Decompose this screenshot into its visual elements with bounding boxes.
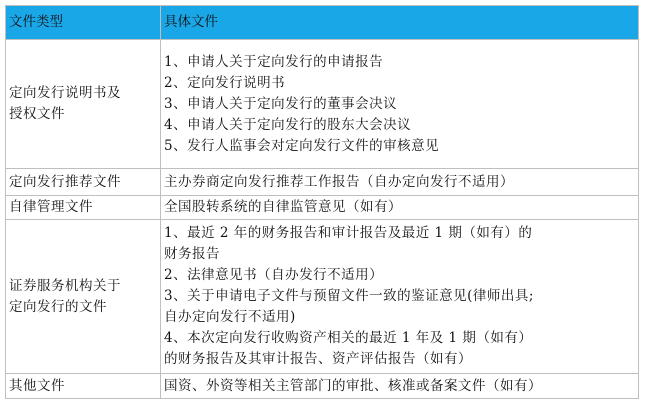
- file-type-text: 自律管理文件: [9, 199, 93, 215]
- header-file-type: 文件类型: [6, 6, 161, 40]
- file-type-text: 定向发行的文件: [9, 298, 107, 315]
- file-type-text: 授权文件: [9, 106, 65, 122]
- file-item: 全国股转系统的自律监管意见（如有）: [164, 199, 402, 215]
- file-item: 4、申请人关于定向发行的股东大会决议: [164, 116, 412, 133]
- file-type-text: 其他文件: [9, 377, 65, 394]
- file-item-continuation: 自办定向发行不适用): [164, 309, 296, 325]
- table-header-row: [6, 6, 639, 40]
- file-type-cell: [6, 196, 161, 220]
- table-row: [6, 40, 639, 169]
- file-item: 1、申请人关于定向发行的申请报告: [164, 53, 384, 70]
- table-row: [6, 220, 639, 374]
- file-item: 3、关于申请电子文件与预留文件一致的鉴证意见(律师出具;: [164, 288, 534, 304]
- table-row: [6, 196, 639, 220]
- table-row: [6, 374, 639, 399]
- file-item: 1、最近 2 年的财务报告和审计报告及最近 1 期（如有）的: [164, 225, 533, 241]
- table-row: [6, 169, 639, 196]
- file-type-cell: [6, 169, 161, 196]
- file-type-cell: [6, 220, 161, 374]
- file-item: 3、申请人关于定向发行的董事会决议: [164, 95, 398, 112]
- specific-files-cell: [161, 220, 639, 374]
- file-item: 国资、外资等相关主管部门的审批、核准或备案文件（如有）: [164, 377, 542, 394]
- file-item: 2、法律意见书（自办发行不适用）: [164, 267, 384, 283]
- file-item: 主办券商定向发行推荐工作报告（自办定向发行不适用）: [164, 173, 514, 190]
- file-item: 2、定向发行说明书: [164, 74, 286, 91]
- filing-documents-table: [5, 5, 639, 399]
- file-type-text: 定向发行说明书及: [9, 85, 121, 101]
- specific-files-cell: [161, 196, 639, 220]
- header-specific-files: 具体文件: [161, 6, 639, 40]
- specific-files-cell: [161, 374, 639, 399]
- file-item: 5、发行人监事会对定向发行文件的审核意见: [164, 137, 440, 154]
- file-item-continuation: 的财务报告及其审计报告、资产评估报告（如有）: [164, 351, 472, 367]
- file-type-cell: [6, 374, 161, 399]
- specific-files-cell: [161, 169, 639, 196]
- file-item-continuation: 财务报告: [164, 246, 220, 262]
- file-type-text: 证券服务机构关于: [9, 277, 121, 294]
- file-type-cell: [6, 40, 161, 169]
- file-type-text: 定向发行推荐文件: [9, 173, 121, 190]
- specific-files-cell: [161, 40, 639, 169]
- file-item: 4、本次定向发行收购资产相关的最近 1 年及 1 期（如有）: [164, 330, 533, 346]
